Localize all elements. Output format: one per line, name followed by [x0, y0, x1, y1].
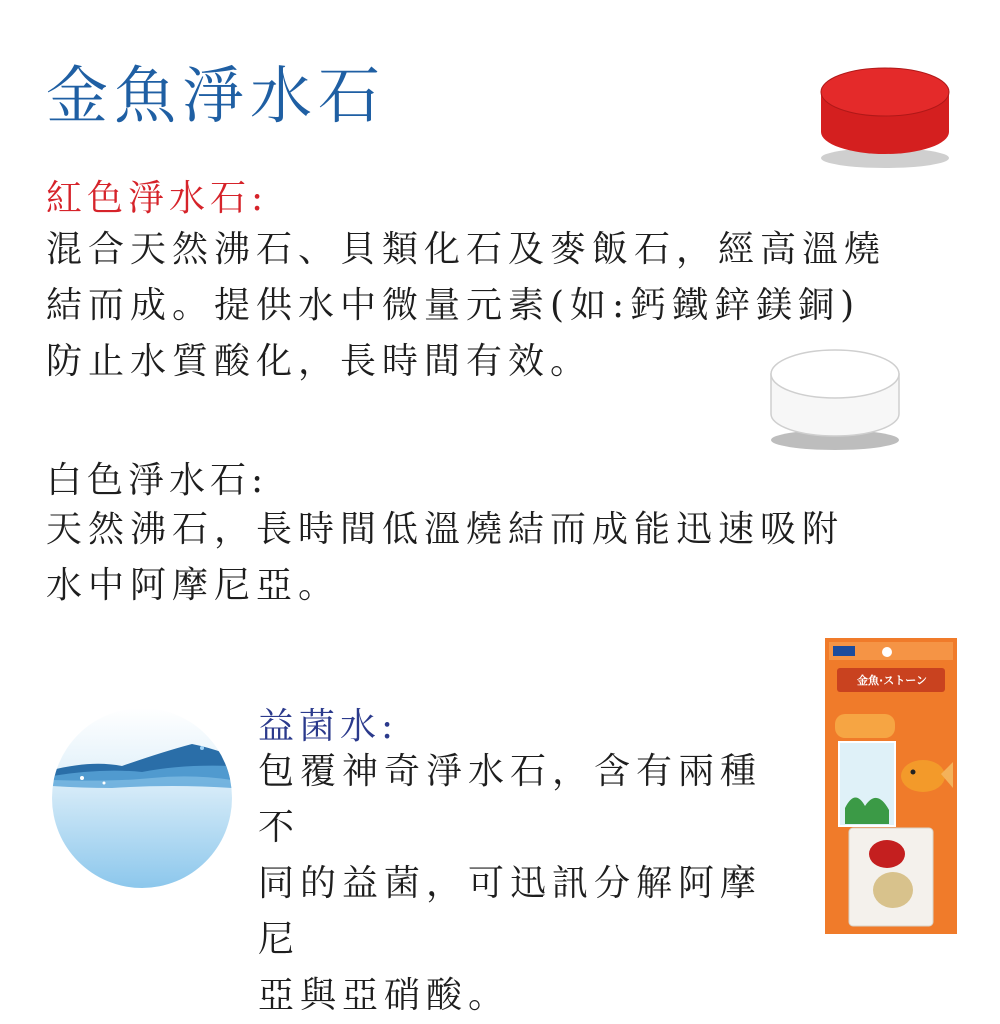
text-line: 亞與亞硝酸。	[258, 975, 511, 1016]
white-stone-heading: 白色淨水石:	[46, 460, 269, 501]
text-line: 包覆神奇淨水石，含有兩種不	[258, 751, 763, 848]
text-line: 結而成。提供水中微量元素(如:鈣鐵鋅鎂銅)	[46, 285, 861, 326]
package-label: 金魚·ストーン	[857, 674, 927, 687]
page-title: 金魚淨水石	[46, 59, 387, 132]
text-line: 混合天然沸石、貝類化石及麥飯石，經高溫燒	[46, 229, 887, 270]
red-stone-illustration	[815, 58, 955, 170]
text-line: 防止水質酸化，長時間有效。	[46, 341, 593, 382]
white-stone-illustration	[765, 340, 905, 452]
water-splash-illustration	[52, 708, 232, 888]
red-stone-heading: 紅色淨水石:	[46, 178, 269, 219]
white-stone-description	[46, 502, 906, 614]
text-line: 天然沸石，長時間低溫燒結而成能迅速吸附	[46, 509, 845, 550]
text-line: 水中阿摩尼亞。	[46, 565, 341, 606]
text-line: 同的益菌，可迅訊分解阿摩尼	[258, 863, 763, 960]
beneficial-bacteria-description	[258, 744, 788, 1024]
beneficial-bacteria-heading: 益菌水:	[258, 706, 399, 747]
